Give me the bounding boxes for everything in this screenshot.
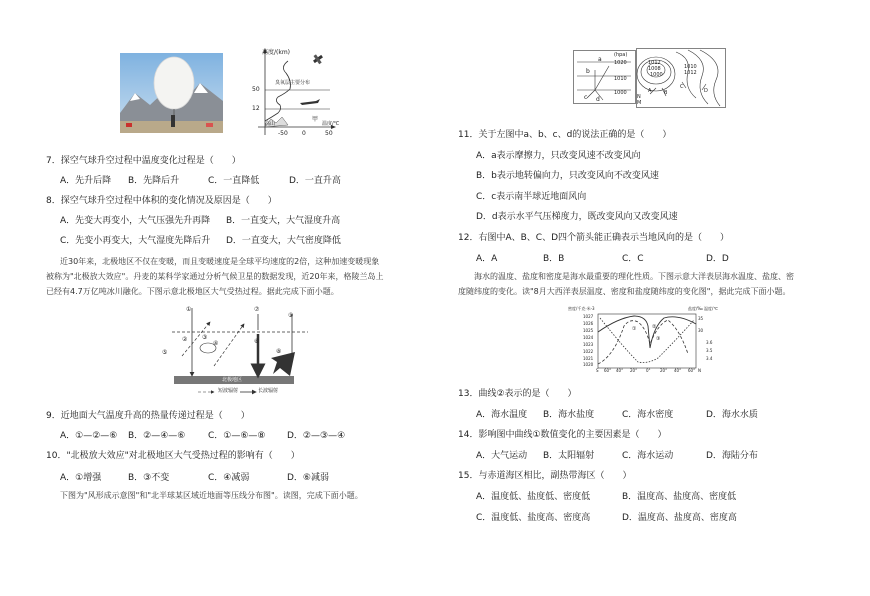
legend-longwave: 长波辐射 xyxy=(258,388,279,394)
q13-option-c[interactable]: C．海水密度 xyxy=(622,410,674,420)
isobar-map xyxy=(636,48,726,108)
point-n-label: N xyxy=(637,94,641,100)
density-tick-1024: 1024 xyxy=(583,335,594,340)
q14-option-a[interactable]: A．大气运动 xyxy=(476,451,528,461)
lat-tick-n: N xyxy=(698,368,701,373)
isobar-label-1000: 1000 xyxy=(650,72,663,78)
lat-tick-s: S xyxy=(596,368,599,373)
q11-stem: 11．关于左图中a、b、c、d的说法正确的是（ ） xyxy=(458,130,672,140)
q15-stem: 15．与赤道海区相比，副热带海区（ ） xyxy=(458,471,632,481)
heat-label-5: ⑤ xyxy=(162,349,168,356)
x-tick-50: 50 xyxy=(325,130,333,137)
q15-option-d[interactable]: D．温度高、盐度高、密度高 xyxy=(622,513,737,523)
isobar-label-1012-left: 1012 xyxy=(648,60,661,66)
q12-option-a[interactable]: A．A xyxy=(476,254,498,264)
lat-tick-0: 0° xyxy=(646,368,651,373)
vector-label-d: d xyxy=(596,96,600,103)
right-tick-3-4: 3.4 xyxy=(706,356,713,361)
q10-option-c[interactable]: C．④减弱 xyxy=(208,473,250,483)
q12-option-b[interactable]: B．B xyxy=(543,254,565,264)
q8-option-d[interactable]: D．一直变大，大气密度降低 xyxy=(226,236,341,246)
balloon-photo xyxy=(120,53,223,133)
q9-stem: 9．近地面大气温度升高的热量传递过程是（ ） xyxy=(46,411,250,421)
density-tick-1021: 1021 xyxy=(583,356,594,361)
heat-label-4: ④ xyxy=(213,340,219,347)
q13-option-d[interactable]: D．海水水质 xyxy=(706,410,758,420)
sea-paragraph-line-2: 度随纬度的变化。读"8月大西洋表层温度、密度和盐度随纬度的变化图"，据此完成下面小题。 xyxy=(458,287,791,296)
isobar-label-1008: 1008 xyxy=(648,66,661,72)
wind-intro: 下图为"风形成示意图"和"北半球某区域近地面等压线分布图"。读图，完成下面小题。 xyxy=(60,491,363,500)
right-tick-3-6: 3.6 xyxy=(706,340,713,345)
curve-label-3: ③ xyxy=(656,336,661,342)
lat-tick-60s: 60° xyxy=(604,368,612,373)
ozone-layer-label: 臭氧层主要分布 xyxy=(275,80,311,86)
x-tick-0: 0 xyxy=(302,130,306,137)
lat-tick-60n: 60° xyxy=(688,368,696,373)
q9-option-c[interactable]: C．①—⑥—⑧ xyxy=(208,431,266,441)
q8-option-c[interactable]: C．先变小再变大，大气湿度先降后升 xyxy=(60,236,211,246)
right-tick-3-5: 3.5 xyxy=(706,348,713,353)
curve-label-jia: 甲 xyxy=(312,116,319,123)
q8-option-b[interactable]: B．一直变大，大气湿度升高 xyxy=(226,216,341,226)
density-tick-1027: 1027 xyxy=(583,314,594,319)
density-tick-1022: 1022 xyxy=(583,349,594,354)
isobar-label-1010: 1010 xyxy=(684,64,697,70)
q14-stem: 14．影响图中曲线①数值变化的主要因素是（ ） xyxy=(458,430,667,440)
density-tick-1026: 1026 xyxy=(583,321,594,326)
y-tick-12: 12 xyxy=(252,105,260,112)
point-a-label: A xyxy=(648,88,652,94)
q10-option-b[interactable]: B．③不变 xyxy=(128,473,170,483)
altitude-axis-label: 高度/(km) xyxy=(262,49,291,56)
lat-tick-20n: 20° xyxy=(660,368,668,373)
density-axis-label: 密度/千克·米-3 xyxy=(568,306,595,311)
heat-label-7: ⑦ xyxy=(254,306,260,313)
q12-stem: 12．右图中A、B、C、D四个箭头能正确表示当地风向的是（ ） xyxy=(458,233,729,243)
heat-label-9: ⑨ xyxy=(288,312,294,319)
arctic-paragraph-line-1: 近30年来，北极地区不仅在变暖，而且变暖速度是全球平均速度的2倍，这种加速变暖现象 xyxy=(60,257,380,266)
q9-option-b[interactable]: B．②—④—⑥ xyxy=(128,431,186,441)
curve-label-2: ② xyxy=(652,324,657,330)
sea-paragraph-line-1: 海水的温度、盐度和密度是海水最重要的理化性质。下图示意大洋表层海水温度、盐度、密 xyxy=(474,272,794,281)
pressure-tick-1000: 1000 xyxy=(614,90,627,96)
pressure-unit: (hpa) xyxy=(614,52,628,58)
right-tick-35: 35 xyxy=(698,316,704,321)
point-d-label: D xyxy=(704,88,708,94)
density-tick-1020: 1020 xyxy=(583,362,594,367)
q15-option-b[interactable]: B．温度高、盐度高、密度低 xyxy=(622,492,737,502)
salinity-temperature-axis-label: 盐度/‰ 温度/℃ xyxy=(688,306,718,311)
vector-label-b: b xyxy=(586,68,590,75)
lat-tick-20s: 20° xyxy=(630,368,638,373)
q13-option-a[interactable]: A．海水温度 xyxy=(476,410,528,420)
curve-label-1: ① xyxy=(632,326,637,332)
vector-label-a: a xyxy=(598,56,602,63)
pressure-tick-1020: 1020 xyxy=(614,60,627,66)
density-tick-1023: 1023 xyxy=(583,342,594,347)
y-tick-50: 50 xyxy=(252,86,260,93)
right-tick-30: 30 xyxy=(698,328,704,333)
q7-stem: 7．探空气球升空过程中温度变化过程是（ ） xyxy=(46,156,241,166)
q11-option-b[interactable]: B．b表示地转偏向力，只改变风向不改变风速 xyxy=(476,171,659,181)
mountain-label: 高山 xyxy=(265,121,276,127)
q10-option-d[interactable]: D．⑥减弱 xyxy=(287,473,329,483)
q14-option-c[interactable]: C．海水运动 xyxy=(622,451,674,461)
arctic-paragraph-line-3: 已经有4.7万亿吨冰川融化。下图示意北极地区大气受热过程。据此完成下面小题。 xyxy=(46,287,339,296)
lat-tick-40s: 40° xyxy=(616,368,624,373)
q13-stem: 13．曲线②表示的是（ ） xyxy=(458,389,577,399)
point-m-label: M xyxy=(637,100,642,106)
vector-label-c: c xyxy=(584,94,588,101)
point-c-label: C xyxy=(680,84,684,90)
point-b-label: B xyxy=(664,90,668,96)
heat-label-8: ⑧ xyxy=(276,348,282,355)
q10-option-a[interactable]: A．①增强 xyxy=(60,473,102,483)
heat-label-1: ① xyxy=(186,306,192,313)
q9-option-d[interactable]: D．②—③—④ xyxy=(287,431,346,441)
q13-option-b[interactable]: B．海水盐度 xyxy=(543,410,595,420)
x-tick-neg50: -50 xyxy=(278,130,288,137)
q12-option-c[interactable]: C．C xyxy=(622,254,644,264)
q11-option-a[interactable]: A．a表示摩擦力，只改变风速不改变风向 xyxy=(476,151,641,161)
q12-option-d[interactable]: D．D xyxy=(706,254,729,264)
q7-option-a[interactable]: A．先升后降 xyxy=(60,176,112,186)
legend-shortwave: 短波辐射 xyxy=(218,388,239,394)
q8-option-a[interactable]: A．先变大再变小，大气压强先升再降 xyxy=(60,216,211,226)
heat-label-2: ② xyxy=(182,336,188,343)
arctic-paragraph-line-2: 被称为"北极放大效应"。丹麦的某科学家通过分析气候卫星的数据发现，近20年来，格陵兰岛上 xyxy=(46,272,384,281)
ground-label: 北极地区 xyxy=(222,377,243,383)
q10-stem: 10．"北极放大效应"对北极地区大气受热过程的影响有（ ） xyxy=(46,451,300,461)
isobar-label-1012-right: 1012 xyxy=(684,70,697,76)
q7-option-d[interactable]: D．一直升高 xyxy=(289,176,341,186)
density-tick-1025: 1025 xyxy=(583,328,594,333)
q7-option-b[interactable]: B．先降后升 xyxy=(128,176,180,186)
temperature-axis-label: 温度/℃ xyxy=(322,121,340,127)
q15-option-a[interactable]: A．温度低、盐度低、密度低 xyxy=(476,492,591,502)
q11-option-c[interactable]: C．c表示南半球近地面风向 xyxy=(476,192,587,202)
q7-option-c[interactable]: C．一直降低 xyxy=(208,176,260,186)
q14-option-b[interactable]: B．太阳辐射 xyxy=(543,451,595,461)
lat-tick-40n: 40° xyxy=(674,368,682,373)
altitude-temperature-figure xyxy=(238,45,338,143)
q15-option-c[interactable]: C．温度低、盐度高、密度高 xyxy=(476,513,591,523)
q11-option-d[interactable]: D．d表示水平气压梯度力，既改变风向又改变风速 xyxy=(476,212,678,222)
q14-option-d[interactable]: D．海陆分布 xyxy=(706,451,758,461)
q8-stem: 8．探空气球升空过程中体积的变化情况及原因是（ ） xyxy=(46,196,277,206)
heat-label-3: ③ xyxy=(202,334,208,341)
pressure-tick-1010: 1010 xyxy=(614,76,627,82)
q9-option-a[interactable]: A．①—②—⑥ xyxy=(60,431,118,441)
heat-label-6: ⑥ xyxy=(254,338,260,345)
